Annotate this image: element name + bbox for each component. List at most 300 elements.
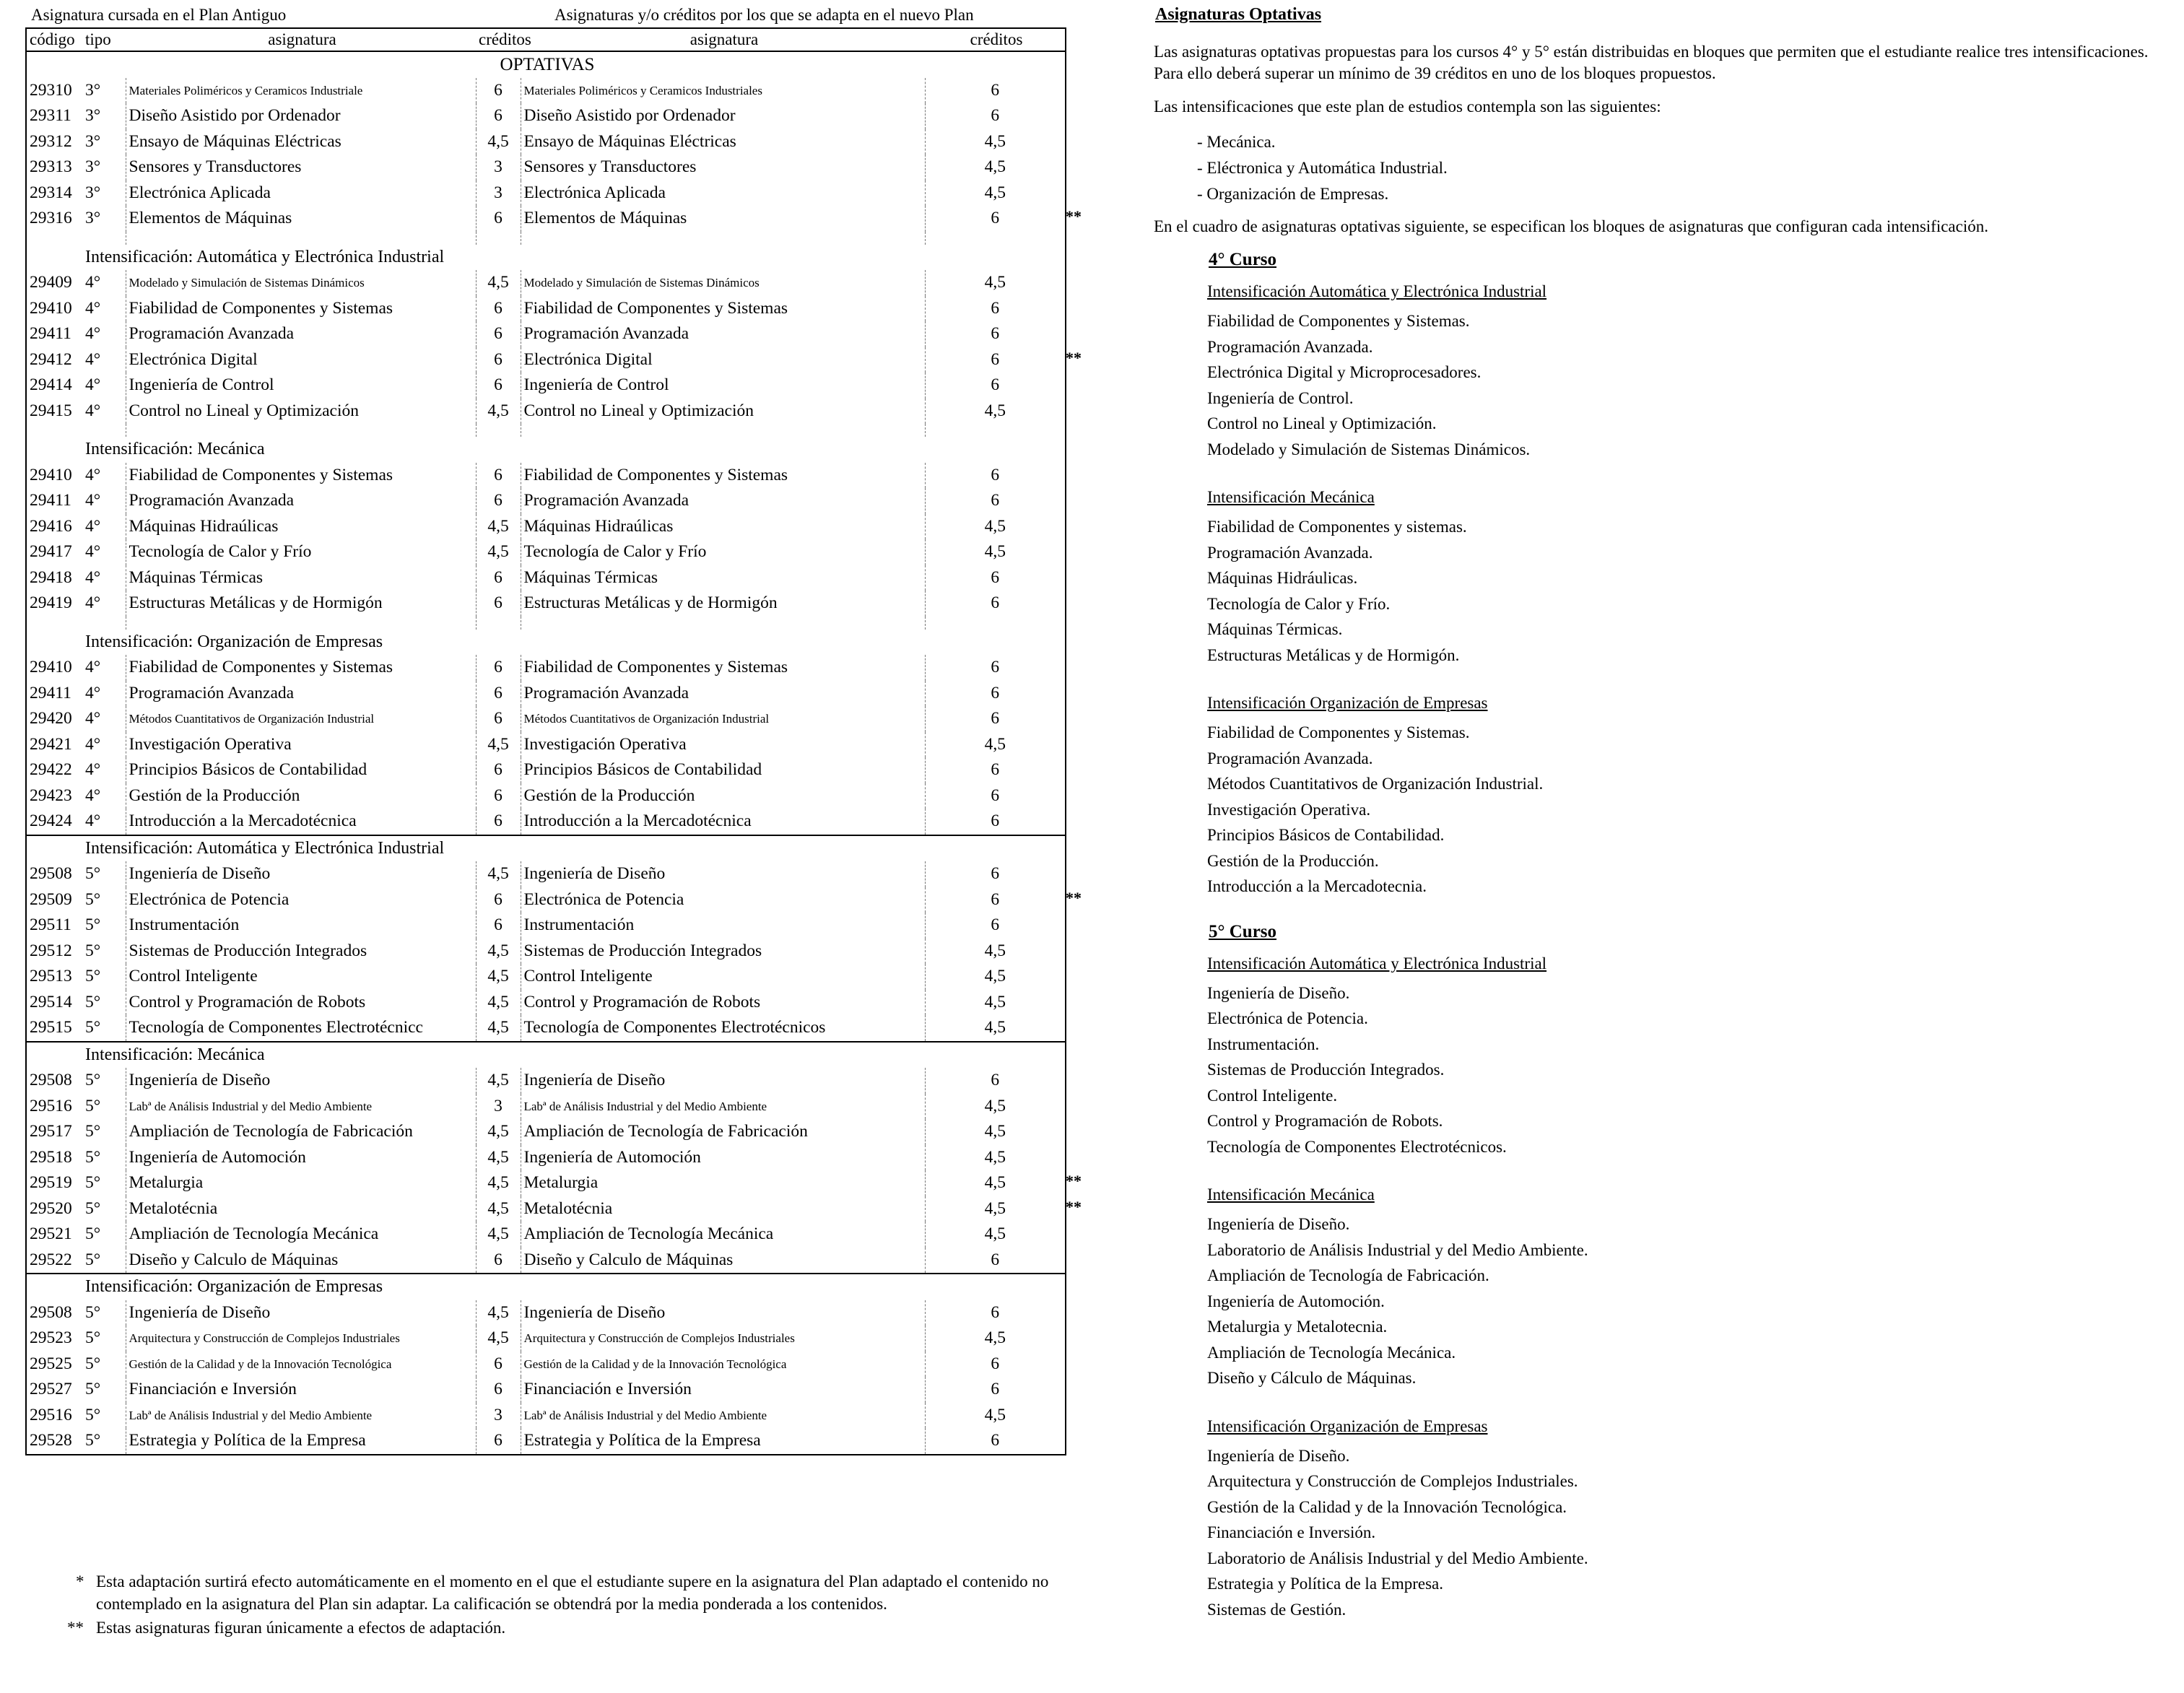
creditos-cell: 4,5 [476, 1119, 521, 1145]
tipo-cell: 4° [85, 785, 101, 805]
tipo-cell: 4° [85, 375, 101, 395]
intensificacion-subject-list [1207, 980, 2179, 1160]
tipo-cell: 5° [85, 967, 101, 986]
asignatura-nueva-cell: Electrónica de Potencia [521, 887, 925, 913]
creditos-cell: 4,5 [476, 1015, 521, 1042]
creditos-cell: 4,5 [476, 964, 521, 990]
asignatura-nueva-cell: Electrónica Digital [521, 347, 925, 373]
asignatura-nueva-cell: Ampliación de Tecnología Mecánica [521, 1222, 925, 1248]
asignatura-nueva-cell: Electrónica Aplicada [521, 180, 925, 206]
asignatura-nueva-cell: Principios Básicos de Contabilidad [521, 757, 925, 783]
table-row [26, 154, 1066, 180]
creditos-cell: 6 [476, 1428, 521, 1455]
asignatura-nueva-cell: Sistemas de Producción Integrados [521, 939, 925, 965]
section-title: Intensificación: Automática y Electrónica Industrial [82, 835, 1066, 862]
adaptation-table [25, 27, 1066, 1455]
header-nuevo-plan: Asignaturas y/o créditos por los que se adapta en el nuevo Plan [554, 6, 974, 24]
tipo-cell: 5° [85, 941, 101, 960]
code-cell: 29423 [30, 785, 72, 805]
creditos-nuevo-cell: 4,5 [925, 939, 1066, 965]
list-item: - Organización de Empresas. [1197, 185, 1389, 203]
asignatura-cell: Fiabilidad de Componentes y Sistemas [126, 296, 476, 322]
subject-item: Principios Básicos de Contabilidad. [1207, 826, 1445, 844]
asignatura-cell: Ensayo de Máquinas Eléctricas [126, 129, 476, 155]
asignatura-nueva-cell: Fiabilidad de Componentes y Sistemas [521, 463, 925, 489]
tipo-cell: 5° [85, 1018, 101, 1037]
code-cell: 29520 [30, 1198, 72, 1218]
subject-item: Control y Programación de Robots. [1207, 1112, 1443, 1130]
tipo-cell: 4° [85, 709, 101, 728]
tipo-cell: 4° [85, 683, 101, 702]
asignatura-cell: Programación Avanzada [126, 488, 476, 514]
subject-item: Gestión de la Calidad y de la Innovación Tecnológica. [1207, 1497, 1567, 1516]
intensificacion-heading: Intensificación Mecánica [1207, 1185, 1375, 1204]
creditos-nuevo-cell: 4,5 [925, 1403, 1066, 1429]
asignatura-cell: Metalotécnia [126, 1196, 476, 1222]
table-row [26, 681, 1066, 707]
subject-item: Metalurgia y Metalotecnia. [1207, 1318, 1388, 1336]
code-cell: 29410 [30, 298, 72, 318]
creditos-cell: 3 [476, 154, 521, 180]
creditos-nuevo-cell: 6 [925, 887, 1066, 913]
creditos-nuevo-cell: 4,5 [925, 539, 1066, 565]
tipo-cell: 5° [85, 992, 101, 1011]
table-row [26, 129, 1066, 155]
col-asignatura: asignatura [126, 28, 476, 51]
asignatura-cell: Ingeniería de Diseño [126, 861, 476, 887]
tipo-cell: 5° [85, 864, 101, 884]
creditos-cell: 6 [476, 591, 521, 617]
subject-item: Ingeniería de Diseño. [1207, 1215, 1350, 1233]
tipo-cell: 4° [85, 811, 101, 831]
section-row [26, 630, 1066, 656]
spacer-cell [82, 232, 126, 245]
creditos-cell: 6 [476, 78, 521, 104]
curso-4-blocks [1154, 281, 2179, 900]
asignatura-nueva-cell: Labª de Análisis Industrial y del Medio Ambiente [521, 1094, 925, 1120]
table-row [26, 78, 1066, 104]
asignatura-nueva-cell: Ingeniería de Automoción [521, 1145, 925, 1171]
table-row [26, 103, 1066, 129]
tipo-cell: 5° [85, 1224, 101, 1244]
adaptation-mark: ** [1066, 348, 1082, 367]
tipo-cell: 5° [85, 1096, 101, 1115]
spacer-cell [521, 232, 925, 245]
tipo-cell: 3° [85, 183, 101, 202]
section-spacer [26, 1274, 82, 1300]
asignatura-cell: Financiación e Inversión [126, 1377, 476, 1403]
tipo-cell: 5° [85, 1380, 101, 1399]
intensificaciones-intro: Las intensificaciones que este plan de estudios contempla son las siguientes: [1154, 97, 1661, 116]
subject-item: Instrumentación. [1207, 1035, 1320, 1053]
table-row [26, 1377, 1066, 1403]
tipo-cell: 4° [85, 734, 101, 754]
block-gap [1154, 668, 2179, 682]
asignatura-cell: Ingeniería de Control [126, 373, 476, 399]
section-row [26, 245, 1066, 271]
code-cell: 29522 [30, 1250, 72, 1269]
creditos-cell: 4,5 [476, 1196, 521, 1222]
creditos-nuevo-cell: 6 [925, 591, 1066, 617]
subject-item: Programación Avanzada. [1207, 543, 1373, 562]
asignatura-cell: Introducción a la Mercadotécnica [126, 809, 476, 835]
footnote-1 [76, 1570, 1087, 1615]
subject-item: Fiabilidad de Componentes y Sistemas. [1207, 312, 1470, 330]
subject-item: Máquinas Térmicas. [1207, 620, 1343, 638]
asignatura-nueva-cell: Fiabilidad de Componentes y Sistemas [521, 655, 925, 681]
code-cell: 29527 [30, 1380, 72, 1399]
creditos-nuevo-cell: 6 [925, 78, 1066, 104]
code-cell: 29411 [30, 683, 71, 702]
creditos-nuevo-cell: 6 [925, 1428, 1066, 1455]
tipo-cell: 3° [85, 209, 101, 228]
spacer-cell [126, 617, 476, 630]
tipo-cell: 5° [85, 1122, 101, 1141]
creditos-nuevo-cell: 4,5 [925, 399, 1066, 425]
subject-item: Sistemas de Producción Integrados. [1207, 1061, 1445, 1079]
creditos-nuevo-cell: 4,5 [925, 1145, 1066, 1171]
asignatura-cell: Gestión de la Producción [126, 783, 476, 809]
asignatura-nueva-cell: Tecnología de Componentes Electrotécnicos [521, 1015, 925, 1042]
tipo-cell: 4° [85, 401, 101, 420]
asignatura-cell: Ingeniería de Diseño [126, 1068, 476, 1094]
code-cell: 29516 [30, 1405, 72, 1424]
tipo-cell: 4° [85, 465, 101, 484]
adaptation-mark: ** [1066, 888, 1082, 907]
asignatura-cell: Programación Avanzada [126, 321, 476, 347]
header-plan-antiguo: Asignatura cursada en el Plan Antiguo [31, 6, 287, 24]
tipo-cell: 4° [85, 658, 101, 677]
creditos-nuevo-cell: 6 [925, 1300, 1066, 1326]
tipo-cell: 4° [85, 298, 101, 318]
creditos-cell: 4,5 [476, 1145, 521, 1171]
creditos-cell: 3 [476, 1403, 521, 1429]
code-cell: 29313 [30, 157, 72, 177]
spacer-cell [925, 617, 1066, 630]
asignatura-nueva-cell: Metalurgia [521, 1170, 925, 1196]
adaptation-table-panel [25, 6, 1069, 1455]
code-cell: 29412 [30, 349, 72, 369]
code-cell: 29508 [30, 1302, 72, 1322]
spacer-cell [26, 617, 82, 630]
col-creditos: créditos [476, 28, 521, 51]
creditos-nuevo-cell: 4,5 [925, 964, 1066, 990]
creditos-cell: 4,5 [476, 399, 521, 425]
asignatura-cell: Control no Lineal y Optimización [126, 399, 476, 425]
intensificacion-subject-list [1207, 308, 2179, 462]
creditos-cell: 4,5 [476, 1222, 521, 1248]
table-row [26, 1403, 1066, 1429]
asignatura-nueva-cell: Labª de Análisis Industrial y del Medio Ambiente [521, 1403, 925, 1429]
creditos-cell: 3 [476, 1094, 521, 1120]
code-cell: 29515 [30, 1018, 72, 1037]
section-title: Intensificación: Automática y Electrónica Industrial [85, 247, 445, 266]
spacer-row [26, 424, 1066, 437]
code-cell: 29508 [30, 1071, 72, 1090]
table-row [26, 655, 1066, 681]
creditos-nuevo-cell: 6 [925, 206, 1066, 232]
code-cell: 29417 [30, 542, 72, 562]
code-cell: 29415 [30, 401, 72, 420]
asignatura-cell: Máquinas Hidraúlicas [126, 514, 476, 540]
creditos-cell: 6 [476, 347, 521, 373]
creditos-cell: 6 [476, 757, 521, 783]
subject-item: Laboratorio de Análisis Industrial y del Medio Ambiente. [1207, 1549, 1588, 1567]
table-row [26, 1326, 1066, 1352]
asignatura-nueva-cell: Instrumentación [521, 913, 925, 939]
optativas-title: OPTATIVAS [500, 55, 595, 75]
asignatura-nueva-cell: Ingeniería de Diseño [521, 861, 925, 887]
spacer-cell [925, 232, 1066, 245]
footnotes [67, 1570, 1087, 1640]
tipo-cell: 3° [85, 157, 101, 177]
code-cell: 29508 [30, 864, 72, 884]
code-cell: 29513 [30, 967, 72, 986]
asignatura-nueva-cell: Ingeniería de Diseño [521, 1068, 925, 1094]
tipo-cell: 4° [85, 593, 101, 613]
asignatura-nueva-cell: Diseño Asistido por Ordenador [521, 103, 925, 129]
subject-item: Máquinas Hidráulicas. [1207, 569, 1358, 587]
table-row [26, 1300, 1066, 1326]
code-cell: 29419 [30, 593, 72, 613]
subject-item: Financiación e Inversión. [1207, 1523, 1376, 1541]
table-row [26, 399, 1066, 425]
asignatura-cell: Ingeniería de Automoción [126, 1145, 476, 1171]
asignatura-nueva-cell: Ingeniería de Diseño [521, 1300, 925, 1326]
subject-item: Diseño y Cálculo de Máquinas. [1207, 1369, 1417, 1387]
tipo-cell: 4° [85, 567, 101, 587]
asignatura-nueva-cell: Introducción a la Mercadotécnica [521, 809, 925, 835]
table-row [26, 1170, 1066, 1196]
asignatura-nueva-cell: Elementos de Máquinas [521, 206, 925, 232]
intensificacion-heading: Intensificación Mecánica [1207, 488, 1375, 506]
asignatura-nueva-cell: Gestión de la Producción [521, 783, 925, 809]
creditos-cell: 6 [476, 655, 521, 681]
asignatura-cell: Electrónica Aplicada [126, 180, 476, 206]
tipo-cell: 3° [85, 80, 101, 100]
section-row [26, 835, 1066, 862]
col-creditos-nuevo: créditos [925, 28, 1066, 51]
creditos-nuevo-cell: 4,5 [925, 1326, 1066, 1352]
section-title: Asignaturas Optativas [1155, 5, 1322, 24]
intensificacion-subject-list [1207, 720, 2179, 900]
tipo-cell: 4° [85, 542, 101, 562]
tipo-cell: 4° [85, 491, 101, 510]
creditos-nuevo-cell: 6 [925, 706, 1066, 732]
table-row [26, 1015, 1066, 1042]
creditos-cell: 6 [476, 1352, 521, 1378]
code-cell: 29509 [30, 889, 72, 909]
table-row [26, 1222, 1066, 1248]
creditos-cell: 4,5 [476, 861, 521, 887]
col-codigo: código [26, 28, 82, 51]
asignatura-cell: Fiabilidad de Componentes y Sistemas [126, 655, 476, 681]
code-cell: 29418 [30, 567, 72, 587]
adaptation-table-body [26, 28, 1066, 1455]
subject-item: Ampliación de Tecnología de Fabricación. [1207, 1266, 1489, 1284]
creditos-cell: 6 [476, 887, 521, 913]
creditos-cell: 4,5 [476, 129, 521, 155]
asignatura-cell: Ingeniería de Diseño [126, 1300, 476, 1326]
tipo-cell: 5° [85, 1147, 101, 1167]
creditos-nuevo-cell: 4,5 [925, 1222, 1066, 1248]
subject-item: Electrónica Digital y Microprocesadores. [1207, 363, 1482, 381]
footnote-1-text: Esta adaptación surtirá efecto automáticamente en el momento en el que el estudiante supere en la asignatura del Plan adaptado el contenido no contemplado en la asignatura del Plan sin adaptar. La calificación se obtendrá por la media ponderada a los contenidos. [96, 1572, 1049, 1613]
tipo-cell: 5° [85, 1071, 101, 1090]
table-row [26, 565, 1066, 591]
spacer-row [26, 617, 1066, 630]
asignatura-nueva-cell: Sensores y Transductores [521, 154, 925, 180]
footnote-1-symbol: * [76, 1572, 84, 1590]
creditos-cell: 6 [476, 488, 521, 514]
section-row [26, 1274, 1066, 1300]
subject-item: Programación Avanzada. [1207, 749, 1373, 767]
creditos-cell: 4,5 [476, 990, 521, 1016]
table-row [26, 990, 1066, 1016]
col-asignatura-nueva: asignatura [521, 28, 925, 51]
code-cell: 29416 [30, 516, 72, 536]
intensificacion-heading: Intensificación Automática y Electrónica Industrial [1207, 282, 1547, 300]
asignatura-nueva-cell: Tecnología de Calor y Frío [521, 539, 925, 565]
creditos-cell: 6 [476, 783, 521, 809]
table-row [26, 706, 1066, 732]
table-row [26, 591, 1066, 617]
subject-item: Tecnología de Calor y Frío. [1207, 594, 1391, 613]
optativas-title-row [26, 51, 1066, 78]
spacer-cell [476, 424, 521, 437]
code-cell: 29310 [30, 80, 72, 100]
subject-item: Ingeniería de Control. [1207, 388, 1354, 407]
creditos-nuevo-cell: 4,5 [925, 1170, 1066, 1196]
intensificacion-subject-list [1207, 1211, 2179, 1391]
asignatura-nueva-cell: Métodos Cuantitativos de Organización Industrial [521, 706, 925, 732]
list-item: - Mecánica. [1197, 133, 1276, 151]
table-row [26, 757, 1066, 783]
table-row [26, 964, 1066, 990]
asignatura-nueva-cell: Programación Avanzada [521, 681, 925, 707]
intensificacion-subject-list [1207, 1443, 2179, 1623]
tipo-cell: 5° [85, 1354, 101, 1373]
table-row [26, 939, 1066, 965]
asignatura-nueva-cell: Financiación e Inversión [521, 1377, 925, 1403]
subject-item: Fiabilidad de Componentes y Sistemas. [1207, 723, 1470, 741]
tipo-cell: 4° [85, 516, 101, 536]
code-cell: 29411 [30, 324, 71, 344]
creditos-nuevo-cell: 4,5 [925, 154, 1066, 180]
asignatura-cell: Gestión de la Calidad y de la Innovación Tecnológica [126, 1352, 476, 1378]
table-row [26, 732, 1066, 758]
tipo-cell: 4° [85, 760, 101, 780]
code-cell: 29514 [30, 992, 72, 1011]
creditos-cell: 4,5 [476, 539, 521, 565]
table-row [26, 887, 1066, 913]
spacer-cell [476, 617, 521, 630]
spacer-cell [82, 617, 126, 630]
creditos-cell: 4,5 [476, 1300, 521, 1326]
tipo-cell: 4° [85, 273, 101, 292]
spacer-cell [925, 424, 1066, 437]
asignatura-cell: Estrategia y Política de la Empresa [126, 1428, 476, 1455]
creditos-cell: 6 [476, 565, 521, 591]
subject-item: Ampliación de Tecnología Mecánica. [1207, 1343, 1456, 1362]
code-cell: 29410 [30, 465, 72, 484]
list-item: - Eléctronica y Automática Industrial. [1197, 159, 1448, 177]
table-row [26, 1119, 1066, 1145]
asignatura-cell: Labª de Análisis Industrial y del Medio Ambiente [126, 1094, 476, 1120]
curso-5-heading: 5° Curso [1209, 921, 1277, 941]
table-row [26, 373, 1066, 399]
spacer-cell [126, 232, 476, 245]
asignatura-cell: Metalurgia [126, 1170, 476, 1196]
subject-item: Ingeniería de Diseño. [1207, 983, 1350, 1002]
section-spacer [26, 437, 82, 463]
creditos-nuevo-cell: 6 [925, 1352, 1066, 1378]
code-cell: 29519 [30, 1173, 72, 1193]
asignatura-nueva-cell: Programación Avanzada [521, 321, 925, 347]
creditos-nuevo-cell: 6 [925, 296, 1066, 322]
creditos-nuevo-cell: 6 [925, 347, 1066, 373]
adaptation-mark: ** [1066, 1197, 1082, 1216]
code-cell: 29517 [30, 1122, 72, 1141]
creditos-nuevo-cell: 4,5 [925, 1196, 1066, 1222]
subject-item: Programación Avanzada. [1207, 337, 1373, 356]
subject-item: Estrategia y Política de la Empresa. [1207, 1575, 1443, 1593]
code-cell: 29420 [30, 709, 72, 728]
creditos-cell: 4,5 [476, 514, 521, 540]
subject-item: Control Inteligente. [1207, 1086, 1338, 1105]
creditos-nuevo-cell: 4,5 [925, 270, 1066, 296]
adaptation-mark: ** [1066, 207, 1082, 225]
asignatura-cell: Materiales Poliméricos y Ceramicos Industriale [126, 78, 476, 104]
creditos-cell: 6 [476, 321, 521, 347]
spacer-row [26, 232, 1066, 245]
code-cell: 29525 [30, 1354, 72, 1373]
asignatura-nueva-cell: Control no Lineal y Optimización [521, 399, 925, 425]
creditos-cell: 6 [476, 463, 521, 489]
subject-item: Métodos Cuantitativos de Organización Industrial. [1207, 775, 1544, 793]
code-cell: 29311 [30, 106, 71, 126]
code-cell: 29422 [30, 760, 72, 780]
block-gap [1154, 1159, 2179, 1174]
section-title: Intensificación: Mecánica [85, 440, 265, 459]
asignatura-cell: Control Inteligente [126, 964, 476, 990]
subject-item: Ingeniería de Diseño. [1207, 1446, 1350, 1465]
asignatura-nueva-cell: Estructuras Metálicas y de Hormigón [521, 591, 925, 617]
table-row [26, 1094, 1066, 1120]
subject-item: Sistemas de Gestión. [1207, 1600, 1346, 1619]
code-cell: 29316 [30, 209, 72, 228]
creditos-nuevo-cell: 6 [925, 1377, 1066, 1403]
asignatura-nueva-cell: Fiabilidad de Componentes y Sistemas [521, 296, 925, 322]
footnote-2 [67, 1616, 1087, 1639]
asignatura-cell: Ampliación de Tecnología Mecánica [126, 1222, 476, 1248]
code-cell: 29521 [30, 1224, 72, 1244]
creditos-nuevo-cell: 6 [925, 103, 1066, 129]
table-row [26, 206, 1066, 232]
creditos-nuevo-cell: 4,5 [925, 514, 1066, 540]
code-cell: 29414 [30, 375, 72, 395]
section-spacer [26, 835, 82, 862]
table-row [26, 913, 1066, 939]
subject-item: Arquitectura y Construcción de Complejos Industriales. [1207, 1472, 1578, 1490]
asignatura-cell: Métodos Cuantitativos de Organización Industrial [126, 706, 476, 732]
creditos-nuevo-cell: 4,5 [925, 1094, 1066, 1120]
creditos-cell: 6 [476, 706, 521, 732]
creditos-cell: 6 [476, 809, 521, 835]
spacer-cell [521, 617, 925, 630]
table-row [26, 1145, 1066, 1171]
subject-item: Estructuras Metálicas y de Hormigón. [1207, 645, 1460, 664]
